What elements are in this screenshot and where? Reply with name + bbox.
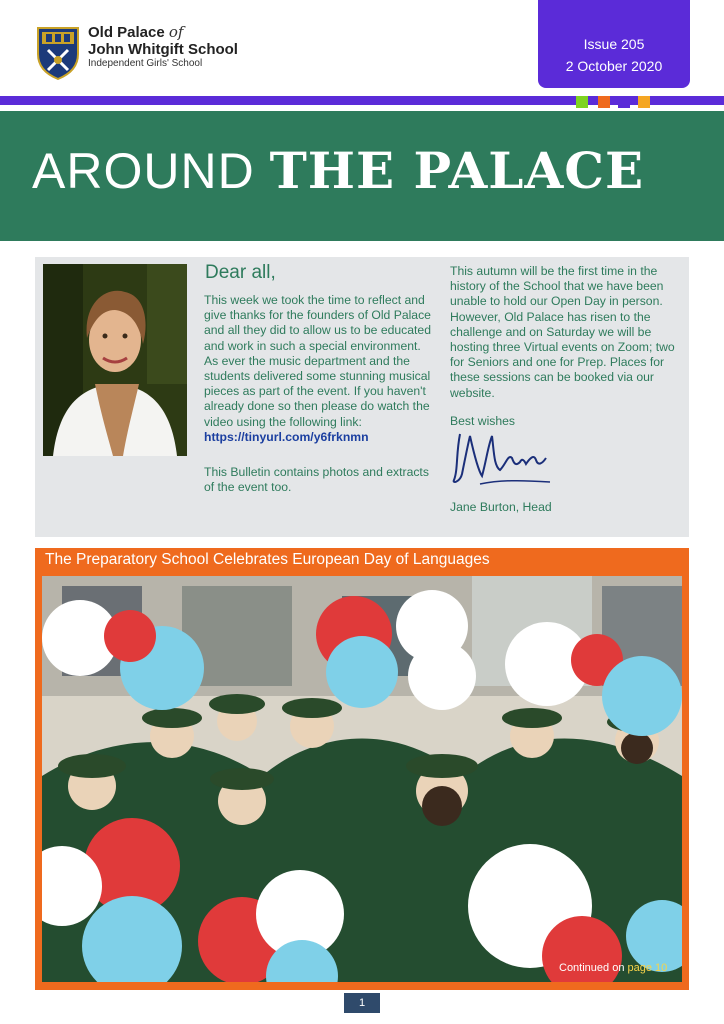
video-link[interactable]: https://tinyurl.com/y6frknmn: [204, 429, 369, 444]
letter-column-right: [450, 264, 685, 442]
letter-para1: This week we took the time to reflect and give thanks for the founders of Old Palace and all they did to allow us to be educated and work in such a special environment. As ever the music department and the students delivered some stunning musical pieces as part of the event. If you haven't already done so then please do watch the video using the following link:: [204, 293, 431, 429]
newsletter-title: AROUND THE PALACE: [32, 141, 645, 200]
logo-line2: John Whitgift School: [88, 40, 238, 58]
header-stripe: [0, 96, 724, 105]
article-title: The Preparatory School Celebrates European Day of Languages: [45, 551, 490, 568]
letter-greeting: Dear all,: [205, 262, 276, 283]
stripe-square-purple: [618, 96, 630, 108]
issue-date: 2 October 2020: [565, 58, 663, 74]
school-crest-icon: [34, 24, 82, 80]
article-photo: [42, 576, 682, 982]
page-number: 1: [344, 993, 380, 1013]
continued-note: Continued on page 10: [559, 962, 668, 974]
stripe-square-orange: [598, 96, 610, 108]
letter-para3: This autumn will be the first time in the history of the School that we have been unable to hold our Open Day in person. However, Old Palace has risen to the challenge and on Saturday we will be hosting three Virtual events on Zoom; two for Seniors and one for Prep. Places for these sessions can be booked via our website.: [450, 264, 675, 400]
letter-closing: Best wishes: [450, 413, 516, 428]
logo-line1: Old Palace of: [88, 23, 184, 41]
title-banner: [0, 111, 724, 241]
stripe-square-yellow: [638, 96, 650, 108]
head-portrait-photo: [43, 264, 187, 456]
signature-name: Jane Burton, Head: [450, 500, 552, 514]
logo-line3: Independent Girls' School: [88, 58, 203, 69]
head-signature: [450, 424, 560, 494]
stripe-square-green: [576, 96, 588, 108]
school-logo-text: [88, 24, 238, 69]
letter-para2: This Bulletin contains photos and extracts of the event too.: [204, 465, 429, 495]
letter-column-left: [204, 293, 436, 508]
issue-badge: [538, 0, 690, 88]
issue-number: Issue 205: [583, 36, 645, 52]
